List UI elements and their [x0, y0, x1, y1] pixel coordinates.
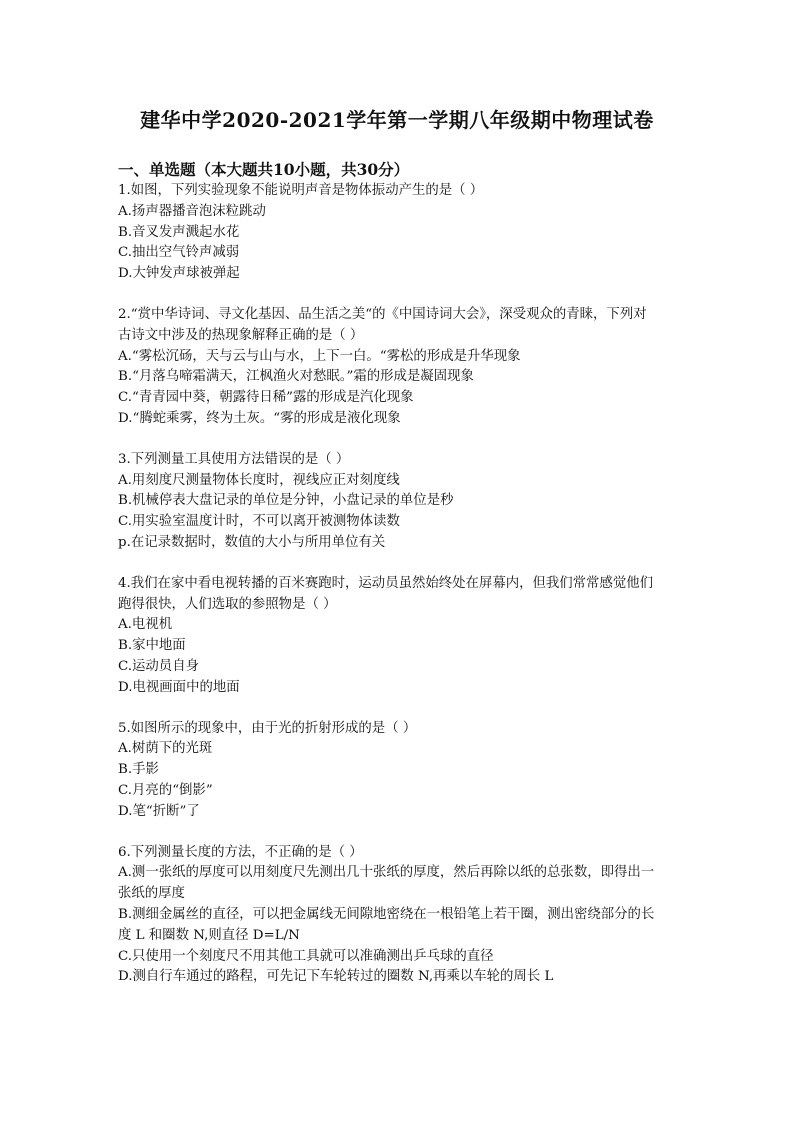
question-stem: 4.我们在家中看电视转播的百米赛跑时，运动员虽然始终处在屏幕内，但我们常常感觉他们	[118, 575, 654, 591]
question-3	[118, 450, 688, 554]
exam-title: 建华中学2020-2021学年第一学期八年级期中物理试卷	[140, 108, 654, 132]
question-1	[118, 181, 688, 285]
question-stem: 6.下列测量长度的方法，不正确的是（ ）	[118, 844, 363, 860]
option-d: D.电视画面中的地面	[118, 679, 240, 695]
option-a: A.测一张纸的厚度可以用刻度尺先测出几十张纸的厚度，然后再除以纸的总张数，即得出一	[118, 865, 655, 881]
option-d: D.测自行车通过的路程，可先记下车轮转过的圈数 N,再乘以车轮的周长 L	[118, 969, 554, 985]
question-4	[118, 574, 688, 699]
option-b: B.家中地面	[118, 638, 186, 654]
option-b: B.机械停表大盘记录的单位是分钟，小盘记录的单位是秒	[118, 493, 454, 509]
option-b-continued: 度 L 和圈数 N,则直径 D=L/N	[118, 927, 300, 943]
option-d: D.笔“折断”了	[118, 803, 200, 819]
option-d: D.“腾蛇乘雾，终为土灰。“雾的形成是液化现象	[118, 410, 401, 426]
option-d: D.大钟发声球被弹起	[118, 266, 240, 282]
question-stem-continued: 古诗文中涉及的热现象解释正确的是（ ）	[118, 327, 364, 343]
option-b: B.音叉发声溅起水花	[118, 224, 240, 240]
option-b: B.手影	[118, 762, 159, 778]
section-heading: 一、单选题（本大题共10小题，共30分）	[118, 160, 410, 179]
question-2	[118, 305, 688, 430]
question-stem: 1.如图，下列实验现象不能说明声音是物体振动产生的是（ ）	[118, 183, 484, 198]
option-d: p.在记录数据时，数值的大小与所用单位有关	[118, 534, 386, 550]
question-stem: 2.“赏中华诗词、寻文化基因、品生活之美“的《中国诗词大会》，深受观众的青睐，下列对	[118, 306, 647, 322]
option-a-continued: 张纸的厚度	[118, 886, 185, 902]
question-5	[118, 719, 688, 823]
option-a: A.电视机	[118, 617, 173, 633]
option-c: C.运动员自身	[118, 658, 199, 674]
option-c: C.抽出空气铃声减弱	[118, 245, 240, 261]
question-6	[118, 843, 688, 989]
option-c: C.“青青园中葵，朝露待日稀”露的形成是汽化现象	[118, 390, 414, 406]
option-a: A.“雾松沉砀，天与云与山与水，上下一白。“雾松的形成是升华现象	[118, 348, 521, 364]
option-a: A.树荫下的光斑	[118, 741, 213, 757]
option-b: B.“月落乌啼霜满天，江枫渔火对愁眠。”霜的形成是凝固现象	[118, 369, 474, 385]
option-c: C.只使用一个刻度尺不用其他工具就可以准确测出乒乓球的直径	[118, 948, 494, 964]
option-a: A.用刻度尺测量物体长度时，视线应正对刻度线	[118, 472, 400, 488]
option-b: B.测细金属丝的直径，可以把金属线无间隙地密绕在一根铅笔上若干圈，测出密绕部分的长	[118, 906, 655, 922]
option-c: C.月亮的“倒影”	[118, 782, 213, 798]
option-c: C.用实验室温度计时，不可以离开被测物体读数	[118, 514, 400, 530]
exam-content	[118, 159, 688, 988]
question-stem-continued: 跑得很快，人们选取的参照物是（ ）	[118, 596, 337, 612]
question-stem: 3.下列测量工具使用方法错误的是（ ）	[118, 451, 350, 467]
question-stem: 5.如图所示的现象中，由于光的折射形成的是（ ）	[118, 720, 417, 736]
option-a: A.扬声器播音泡沫粒跳动	[118, 203, 266, 219]
